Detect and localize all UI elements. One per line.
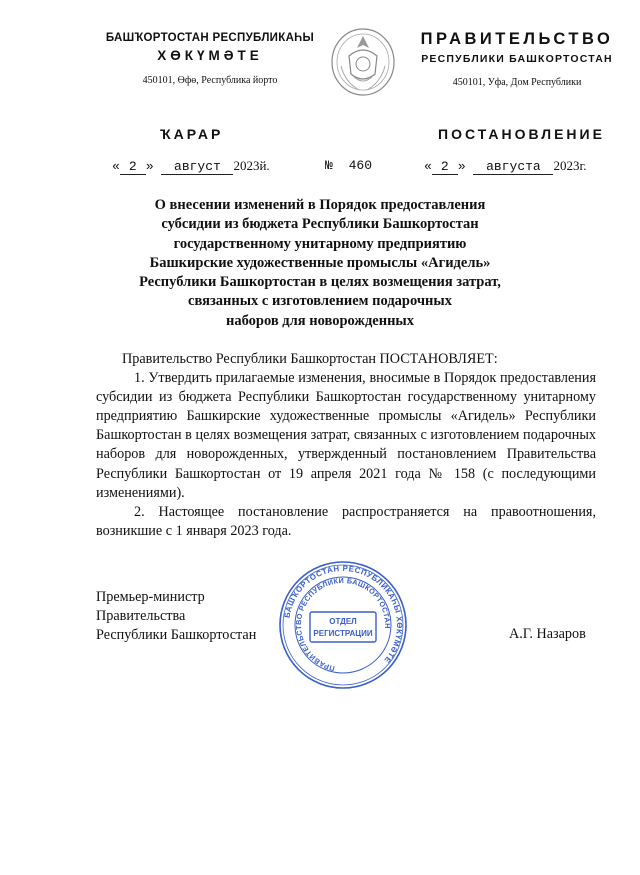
header-left-line2: ХӨКҮМӘТЕ [157,48,263,63]
position-line: Правительства [96,608,186,625]
date-left-day: 2 [120,160,146,175]
signatory-name: А.Г. Назаров [509,626,586,642]
header-right-line1: ПРАВИТЕЛЬСТВО [420,30,614,48]
stamp-center-line1: ОТДЕЛ [329,617,357,626]
date-right-month: августа [473,160,553,175]
date-right [424,158,587,175]
header-left-block [100,32,320,86]
preamble: Правительство Республики Башкортостан ПОСТАНОВЛЯЕТ: [122,351,498,367]
date-right-day: 2 [432,160,458,175]
position-line: Республики Башкортостан [96,627,257,644]
header-right-block [412,30,622,88]
header-right-line2: РЕСПУБЛИКИ БАШКОРТОСТАН [421,53,613,65]
title-line: связанных с изготовлением подарочных [188,293,452,310]
title-line: наборов для новорожденных [225,312,414,329]
registration-stamp [278,560,408,690]
item-1: 1. Утвердить прилагаемые изменения, вносимые в Порядок предоставления субсидии из бюджета Республики Башкортостан государственному унитарному предприятию Башкирские художественные промыслы «Агидель» Республики Башкортостан в целях возмещения затрат, связанных с изготовлением подарочных наборов для новорожденных, утвержденный постановлением Правительства Республики Башкортостан от 19 апреля 2021 года № 158 (с последующими изменениями). [96,370,596,501]
coat-of-arms-icon [329,26,397,98]
title-line: государственному унитарному предприятию [173,235,467,252]
quote-close: » [457,159,466,174]
title-line: субсидии из бюджета Республики Башкортостан [161,216,479,233]
header-left-line1: БАШҠОРТОСТАН РЕСПУБЛИКАҺЫ [105,32,315,44]
date-left-month: август [161,160,233,175]
document-title [110,196,530,331]
doc-number [325,158,372,173]
title-line: О внесении изменений в Порядок предоставления [154,197,486,213]
header-left-address: 450101, Өфө, Республика йорто [142,75,278,86]
date-left [112,158,270,175]
header-right-address: 450101, Уфа, Дом Республики [452,77,582,88]
signatory-position [96,588,256,646]
doc-type-right: ПОСТАНОВЛЕНИЕ [438,126,605,142]
quote-open: « [424,159,432,174]
title-line: Башкирские художественные промыслы «Агидель» [149,254,491,271]
stamp-center-line2: РЕГИСТРАЦИИ [313,629,373,638]
document-body [96,350,596,541]
number-value: 460 [348,158,373,173]
stamp-inner-text: ПРАВИТЕЛЬСТВО РЕСПУБЛИКИ БАШКОРТОСТАН [293,575,393,674]
number-sign: № [325,158,333,173]
stamp-outer-text: БАШҠОРТОСТАН РЕСПУБЛИКАҺЫ ХӨКҮМӘТЕ [282,563,405,665]
doc-type-left: ҠАРАР [160,126,224,142]
date-right-year: 2023г. [553,158,587,173]
quote-open: « [112,159,120,174]
date-left-year: 2023й. [233,158,270,173]
position-line: Премьер-министр [96,589,205,605]
title-line: Республики Башкортостан в целях возмещения затрат, [139,274,501,291]
quote-close: » [145,159,154,174]
item-2: 2. Настоящее постановление распространяется на правоотношения, возникшие с 1 января 2023 года. [96,503,596,539]
